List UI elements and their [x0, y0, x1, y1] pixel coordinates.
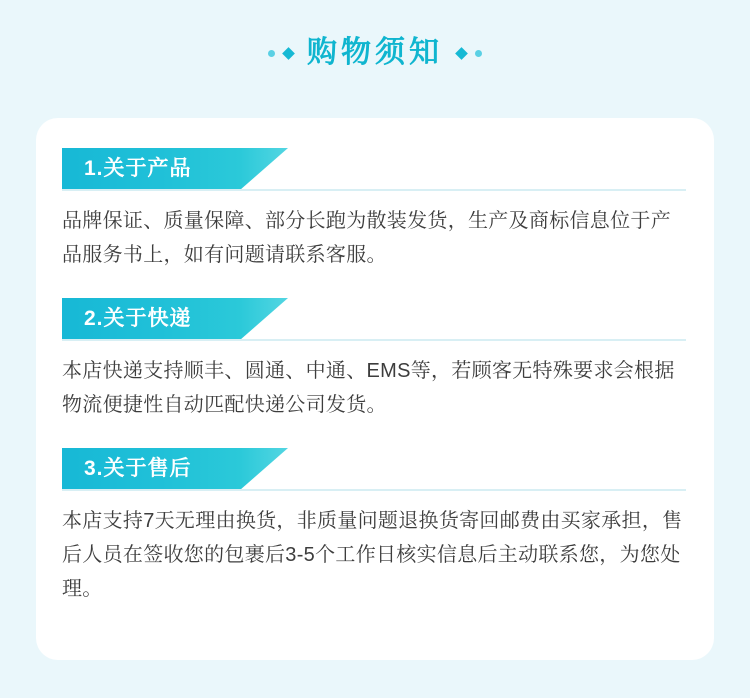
section-product — [62, 148, 688, 272]
section-shipping — [62, 298, 688, 422]
section-after-sales — [62, 448, 688, 606]
diamond-icon — [455, 47, 468, 60]
dot-icon — [475, 50, 482, 57]
notice-card — [36, 118, 714, 660]
diamond-icon — [282, 47, 295, 60]
page-header — [0, 0, 750, 78]
ribbon-label: 3.关于售后 — [62, 448, 240, 490]
section-heading-after-sales — [62, 448, 688, 490]
section-body-product: 品牌保证、质量保障、部分长跑为散装发货，生产及商标信息位于产品服务书上，如有问题请联系客服。 — [62, 210, 671, 266]
dot-icon — [268, 50, 275, 57]
section-body-after-sales: 本店支持7天无理由换货，非质量问题退换货寄回邮费由买家承担，售后人员在签收您的包裹后3-5个工作日核实信息后主动联系您，为您处理。 — [62, 510, 683, 600]
section-heading-shipping — [62, 298, 688, 340]
header-decoration-left — [268, 49, 293, 58]
ribbon-label: 1.关于产品 — [62, 148, 240, 190]
header-decoration-right — [457, 49, 482, 58]
section-body-shipping: 本店快递支持顺丰、圆通、中通、EMS等，若顾客无特殊要求会根据物流便捷性自动匹配快递公司发货。 — [62, 360, 675, 416]
page-title: 购物须知 — [307, 36, 443, 69]
heading-underline — [62, 339, 686, 341]
ribbon-label: 2.关于快递 — [62, 298, 240, 340]
heading-underline — [62, 189, 686, 191]
heading-underline — [62, 489, 686, 491]
section-heading-product — [62, 148, 688, 190]
